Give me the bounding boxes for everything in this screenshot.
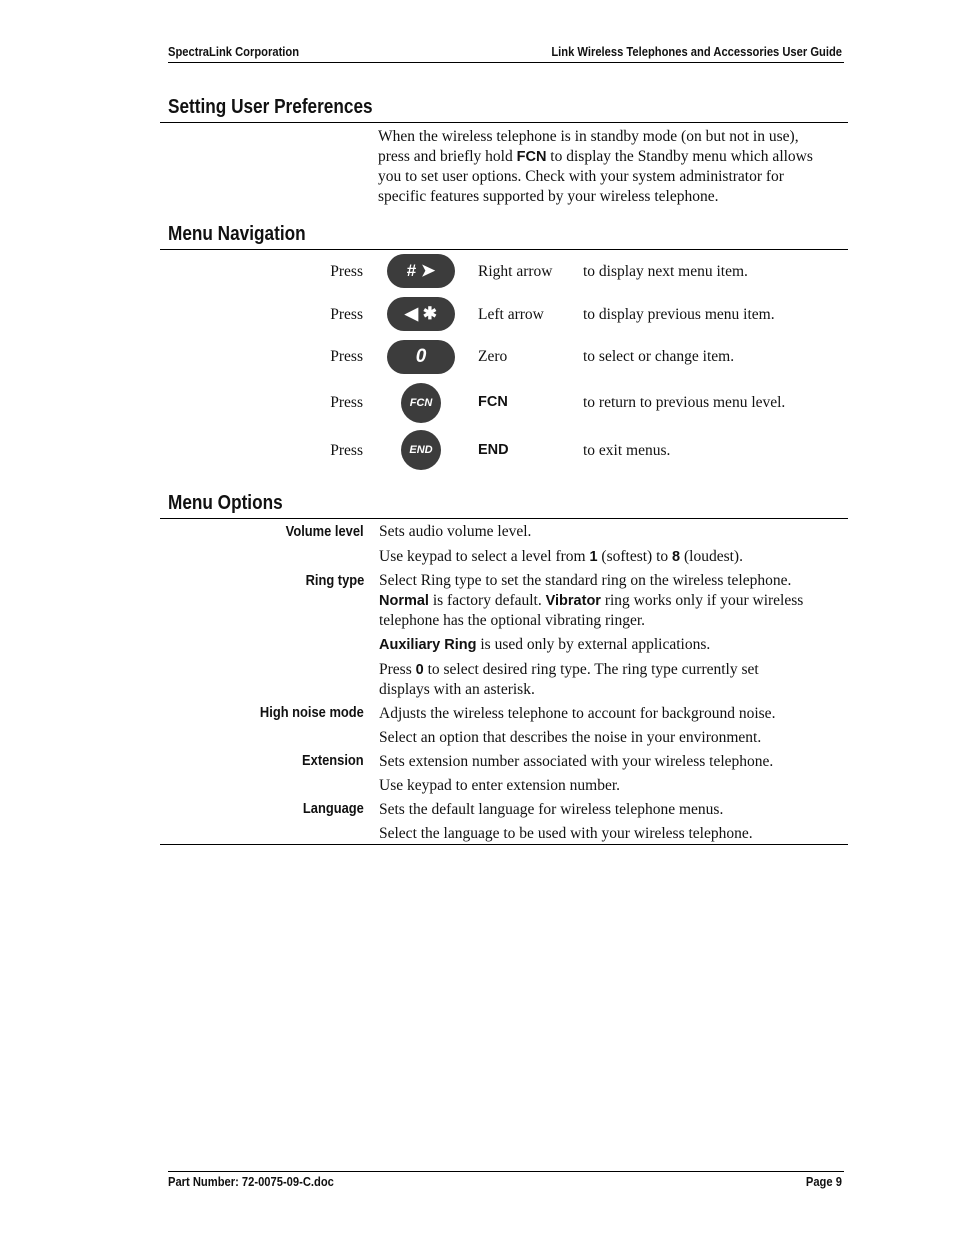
option-text: Use keypad to enter extension number. <box>379 777 621 794</box>
left-arrow-key-icon: ◀ ✱ <box>387 297 455 331</box>
user-prefs-paragraph <box>378 127 848 206</box>
nav-key-name: Zero <box>478 348 508 365</box>
nav-action: to display next menu item. <box>583 263 748 280</box>
option-label-language: Language <box>303 800 364 817</box>
table-bottom-rule <box>160 844 848 845</box>
header-left: SpectraLink Corporation <box>168 44 300 59</box>
user-prefs-line: press and briefly hold FCN to display the Standby menu which allows <box>378 147 813 165</box>
section-title-user-prefs: Setting User Preferences <box>168 96 373 118</box>
section-rule <box>160 122 848 123</box>
nav-press-label: Press <box>330 442 363 459</box>
nav-press-label: Press <box>330 263 363 280</box>
footer-rule <box>168 1171 844 1172</box>
user-prefs-line: When the wireless telephone is in standby mode (on but not in use), <box>378 128 799 145</box>
nav-press-label: Press <box>330 348 363 365</box>
end-key-icon: END <box>401 430 441 470</box>
user-prefs-line: specific features supported by your wireless telephone. <box>378 187 719 205</box>
nav-press-label: Press <box>330 394 363 411</box>
option-label-volume: Volume level <box>286 523 364 540</box>
section-rule <box>160 249 848 250</box>
footer-right: Page 9 <box>805 1174 842 1189</box>
nav-key-name: Left arrow <box>478 306 544 323</box>
option-text: Use keypad to select a level from 1 (softest) to 8 (loudest). <box>379 548 743 565</box>
right-arrow-key-icon: # ➤ <box>387 254 455 288</box>
option-text: Sets the default language for wireless telephone menus. <box>379 801 724 818</box>
fcn-key-ref: FCN <box>516 148 547 165</box>
section-rule <box>160 518 848 519</box>
option-label-high-noise: High noise mode <box>260 704 364 721</box>
option-text: Adjusts the wireless telephone to account for background noise. <box>379 705 776 722</box>
option-text: Auxiliary Ring is used only by external applications. <box>379 636 711 653</box>
option-text: Sets audio volume level. <box>379 523 532 540</box>
section-title-navigation: Menu Navigation <box>168 223 306 245</box>
option-text: Sets extension number associated with your wireless telephone. <box>379 753 774 770</box>
option-label-extension: Extension <box>302 752 364 769</box>
zero-key-icon: 0 <box>387 340 455 374</box>
option-text: Select the language to be used with your wireless telephone. <box>379 825 753 842</box>
option-label-ring-type: Ring type <box>305 572 364 589</box>
option-text: Press 0 to select desired ring type. The ring type currently set displays with an asterisk. <box>379 661 759 698</box>
fcn-key-icon: FCN <box>401 383 441 423</box>
footer-left: Part Number: 72-0075-09-C.doc <box>168 1174 334 1189</box>
header-rule <box>168 62 844 63</box>
header-right: Link Wireless Telephones and Accessories User Guide <box>551 44 842 59</box>
nav-action: to exit menus. <box>583 442 671 459</box>
nav-action: to display previous menu item. <box>583 306 775 323</box>
section-title-options: Menu Options <box>168 492 283 514</box>
option-text: Select Ring type to set the standard ring on the wireless telephone. Normal is factory default. Vibrator ring works only if your wireless telephone has the optional vibrating ringer. <box>379 572 804 629</box>
option-text: Select an option that describes the noise in your environment. <box>379 729 762 746</box>
nav-key-name: END <box>478 442 509 458</box>
nav-key-name: FCN <box>478 394 508 410</box>
nav-key-name: Right arrow <box>478 263 553 280</box>
user-prefs-line: you to set user options. Check with your system administrator for <box>378 168 784 185</box>
nav-action: to select or change item. <box>583 348 735 365</box>
nav-press-label: Press <box>330 306 363 323</box>
nav-action: to return to previous menu level. <box>583 394 786 411</box>
